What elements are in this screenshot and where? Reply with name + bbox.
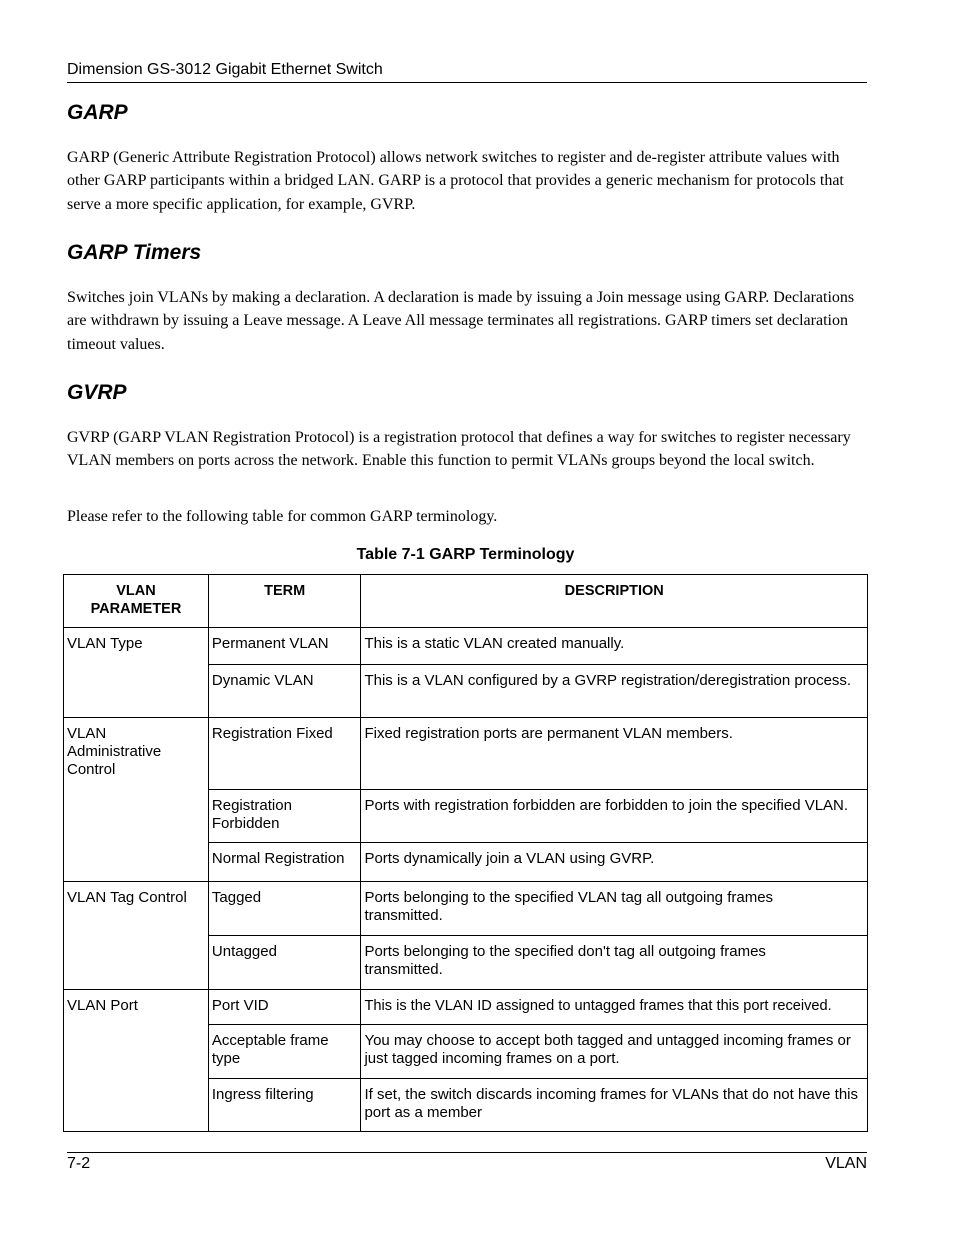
description-cell: Ports with registration forbidden are forbidden to join the specified VLAN.: [361, 790, 868, 843]
table-row: [64, 628, 868, 665]
table-row: [64, 990, 868, 1025]
parameter-cell: VLAN Administrative Control: [64, 718, 209, 882]
paragraph-gvrp: GVRP (GARP VLAN Registration Protocol) is a registration protocol that defines a way for switches to register necessary VLAN members on ports across the network. Enable this function to permit VLANs groups beyond the local switch.: [67, 429, 851, 470]
term-cell: Untagged: [208, 936, 361, 990]
term-cell: Acceptable frame type: [208, 1025, 361, 1079]
table-row: [64, 718, 868, 790]
header-term: TERM: [208, 575, 361, 628]
term-cell: Registration Fixed: [208, 718, 361, 790]
parameter-cell: VLAN Tag Control: [64, 882, 209, 990]
description-cell: Ports dynamically join a VLAN using GVRP.: [361, 843, 868, 882]
term-cell: Permanent VLAN: [208, 628, 361, 665]
chapter-name: VLAN: [825, 1155, 867, 1172]
description-cell: Ports belonging to the specified VLAN tag all outgoing frames transmitted.: [361, 882, 868, 936]
term-cell: Dynamic VLAN: [208, 665, 361, 718]
paragraph-garp-timers: Switches join VLANs by making a declaration. A declaration is made by issuing a Join message using GARP. Declarations are withdrawn by issuing a Leave message. A Leave All message terminates all registrations. GARP timers set declaration timeout values.: [67, 289, 855, 353]
heading-garp: GARP: [67, 101, 128, 124]
term-cell: Ingress filtering: [208, 1079, 361, 1132]
term-cell: Registration Forbidden: [208, 790, 361, 843]
description-cell: Fixed registration ports are permanent VLAN members.: [361, 718, 868, 790]
description-cell: This is the VLAN ID assigned to untagged frames that this port received.: [361, 990, 868, 1025]
term-cell: Normal Registration: [208, 843, 361, 882]
parameter-cell: VLAN Port: [64, 990, 209, 1132]
header-description: DESCRIPTION: [361, 575, 868, 628]
table-row: [64, 882, 868, 936]
running-header: Dimension GS-3012 Gigabit Ethernet Switch: [67, 61, 383, 78]
header-rule: [67, 82, 867, 83]
page-number: 7-2: [67, 1155, 91, 1172]
table-header-row: [64, 575, 868, 628]
paragraph-garp: GARP (Generic Attribute Registration Protocol) allows network switches to register and de-register attribute values with other GARP participants within a bridged LAN. GARP is a protocol that provides a generic mechanism for protocols that serve a more specific application, for example, GVRP.: [67, 149, 844, 213]
term-cell: Port VID: [208, 990, 361, 1025]
description-cell: This is a static VLAN created manually.: [361, 628, 868, 665]
description-cell: You may choose to accept both tagged and untagged incoming frames or just tagged incoming frames on a port.: [361, 1025, 868, 1079]
garp-terminology-table: [63, 574, 868, 1132]
header-vlan-parameter: VLAN PARAMETER: [64, 575, 209, 628]
paragraph-table-intro: Please refer to the following table for common GARP terminology.: [67, 508, 498, 525]
footer-rule: [67, 1152, 867, 1153]
heading-garp-timers: GARP Timers: [67, 241, 202, 264]
table-caption: Table 7-1 GARP Terminology: [356, 546, 575, 563]
term-cell: Tagged: [208, 882, 361, 936]
description-cell: Ports belonging to the specified don't tag all outgoing frames transmitted.: [361, 936, 868, 990]
parameter-cell: VLAN Type: [64, 628, 209, 718]
description-cell: If set, the switch discards incoming frames for VLANs that do not have this port as a member: [361, 1079, 868, 1132]
description-cell: This is a VLAN configured by a GVRP registration/deregistration process.: [361, 665, 868, 718]
heading-gvrp: GVRP: [67, 381, 127, 404]
